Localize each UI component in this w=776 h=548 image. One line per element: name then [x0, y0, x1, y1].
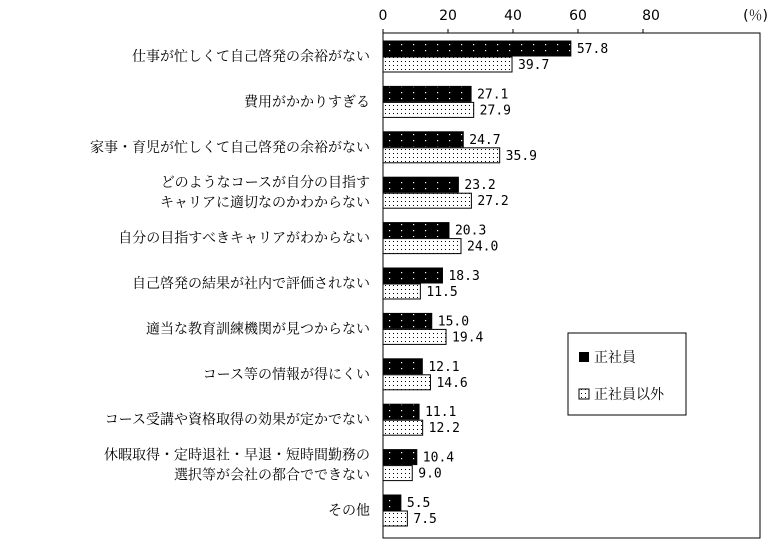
category-label: 仕事が忙しくて自己啓発の余裕がない: [132, 49, 370, 65]
data-label: 9.0: [418, 466, 442, 482]
bar-regular: [383, 177, 458, 192]
bar-nonregular: [383, 420, 423, 435]
data-label: 12.1: [428, 359, 460, 375]
bar-nonregular: [383, 193, 471, 208]
data-label: 23.2: [464, 178, 496, 194]
bar-nonregular: [383, 466, 412, 481]
bar-nonregular: [383, 375, 430, 390]
data-label: 35.9: [505, 148, 537, 164]
category-label: どのようなコースが自分の目指す: [160, 175, 370, 192]
category-label: その他: [328, 503, 370, 519]
x-tick-label: 40: [504, 8, 522, 24]
bar-nonregular: [383, 284, 420, 299]
category-label: コース等の情報が得にくい: [202, 366, 370, 383]
data-label: 57.8: [576, 42, 609, 57]
data-label: 19.4: [452, 330, 484, 346]
data-label: 5.5: [406, 496, 431, 511]
category-label: 自分の目指すべきキャリアがわからない: [118, 230, 370, 247]
data-label: 27.9: [479, 103, 511, 119]
bar-nonregular: [383, 329, 446, 344]
x-tick-label: 20: [439, 8, 457, 24]
data-label: 7.5: [413, 512, 437, 527]
bar-nonregular: [383, 102, 474, 117]
data-label: 11.1: [425, 405, 457, 421]
labels-layer: [90, 42, 608, 527]
bar-regular: [383, 132, 463, 147]
category-label: 自己啓発の結果が社内で評価されない: [132, 276, 370, 292]
data-label: 12.2: [428, 421, 460, 437]
data-label: 18.3: [448, 269, 480, 284]
bar-nonregular: [383, 511, 407, 526]
bar-nonregular: [383, 239, 461, 254]
data-label: 15.0: [437, 314, 470, 330]
category-label: 家事・育児が忙しくて自己啓発の余裕がない: [90, 139, 370, 156]
bar-regular: [383, 404, 419, 419]
data-label: 10.4: [422, 450, 455, 466]
legend-label-regular: 正社員: [594, 350, 636, 366]
legend-swatch-nonregular: [579, 389, 589, 399]
data-label: 14.6: [436, 375, 468, 391]
data-label: 27.2: [477, 194, 509, 210]
bar-regular: [383, 86, 471, 101]
bar-nonregular: [383, 57, 512, 72]
legend-swatch-regular: [579, 352, 589, 362]
category-label: キャリアに適切なのかわからない: [160, 195, 370, 212]
legend: [568, 333, 686, 415]
data-label: 20.3: [454, 223, 487, 239]
bar-regular: [383, 359, 422, 374]
x-tick-label: 60: [569, 8, 587, 24]
bar-nonregular: [383, 148, 500, 163]
bar-regular: [383, 313, 432, 328]
category-label: コース受講や資格取得の効果が定かでない: [104, 412, 370, 429]
bar-regular: [383, 223, 449, 238]
data-label: 27.1: [477, 87, 509, 103]
data-label: 24.7: [469, 132, 501, 148]
category-label: 適当な教育訓練機関が見つからない: [146, 321, 370, 338]
category-label: 休暇取得・定時退社・早退・短時間勤務の: [104, 447, 370, 464]
legend-label-nonregular: 正社員以外: [594, 387, 664, 403]
category-label: 選択等が会社の都合でできない: [174, 467, 370, 484]
data-label: 24.0: [467, 239, 499, 255]
bar-regular: [383, 268, 442, 283]
bar-regular: [383, 495, 401, 510]
data-label: 11.5: [426, 285, 458, 300]
bar-regular: [383, 450, 417, 465]
data-label: 39.7: [518, 58, 550, 73]
category-label: 費用がかかりすぎる: [244, 94, 370, 111]
x-tick-label: 0: [378, 8, 388, 24]
x-tick-label: 80: [642, 8, 660, 24]
bar-regular: [383, 41, 571, 56]
unit-label: (％): [743, 8, 768, 24]
